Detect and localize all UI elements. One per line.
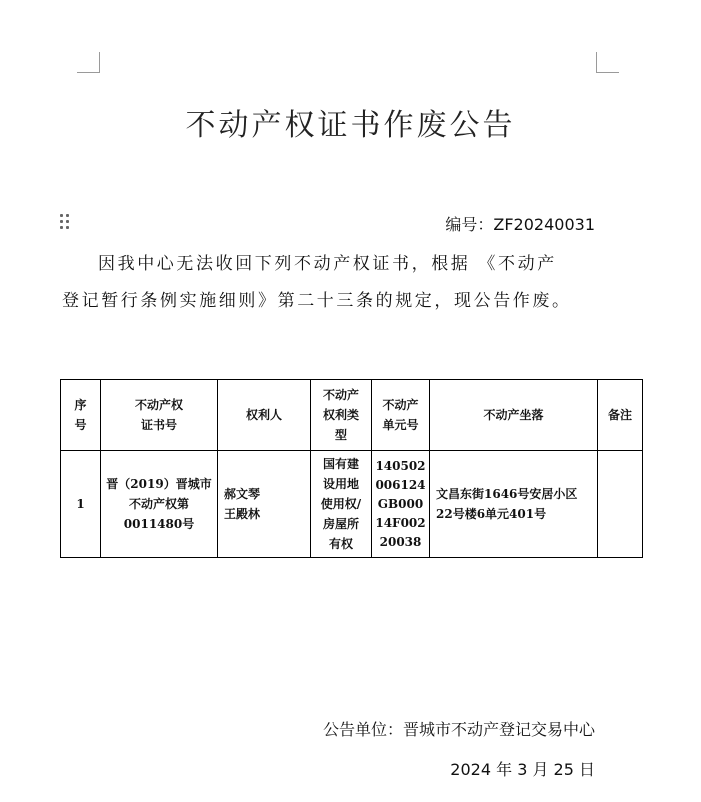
document-number-label: 编号： [445, 215, 494, 234]
cell-remark [598, 451, 643, 558]
header-right-type: 不动产 权利类 型 [311, 380, 372, 451]
cell-right-type: 国有建 设用地 使用权/ 房屋所 有权 [311, 451, 372, 558]
header-certificate-number: 不动产权 证书号 [101, 380, 218, 451]
table-header-row [61, 380, 643, 451]
announcement-date: 2024 年 3 月 25 日 [450, 760, 595, 779]
cell-unit-number: 140502006124GB00014F00220038 [372, 451, 430, 558]
header-seq: 序 号 [61, 380, 101, 451]
issuing-unit [323, 717, 595, 740]
header-remark: 备注 [598, 380, 643, 451]
announcement-paragraph-line-2: 登记暂行条例实施细则》第二十三条的规定，现公告作废。 [62, 291, 572, 311]
document-number-value: ZF20240031 [493, 215, 595, 234]
document-title: 不动产权证书作废公告 [185, 108, 516, 143]
drag-handle-icon[interactable] [60, 214, 70, 230]
announcement-paragraph-line-1: 因我中心无法收回下列不动产权证书，根据 《不动产 [98, 254, 557, 274]
cell-seq: 1 [61, 451, 101, 558]
page-corner-mark-top-right [596, 52, 619, 73]
header-location: 不动产坐落 [430, 380, 598, 451]
issuing-unit-name: 晋城市不动产登记交易中心 [402, 720, 595, 739]
cell-certificate-number: 晋（2019）晋城市 不动产权第 0011480号 [101, 451, 218, 558]
table-row [61, 451, 643, 558]
cell-holders: 郝文琴 王殿林 [218, 451, 311, 558]
page-corner-mark-top-left [77, 52, 100, 73]
header-holder: 权利人 [218, 380, 311, 451]
header-unit-number: 不动产 单元号 [372, 380, 430, 451]
cell-location: 文昌东街1646号安居小区 22号楼6单元401号 [430, 451, 598, 558]
issuing-unit-label: 公告单位： [322, 720, 403, 739]
document-number [445, 212, 595, 235]
certificate-table [60, 379, 643, 558]
